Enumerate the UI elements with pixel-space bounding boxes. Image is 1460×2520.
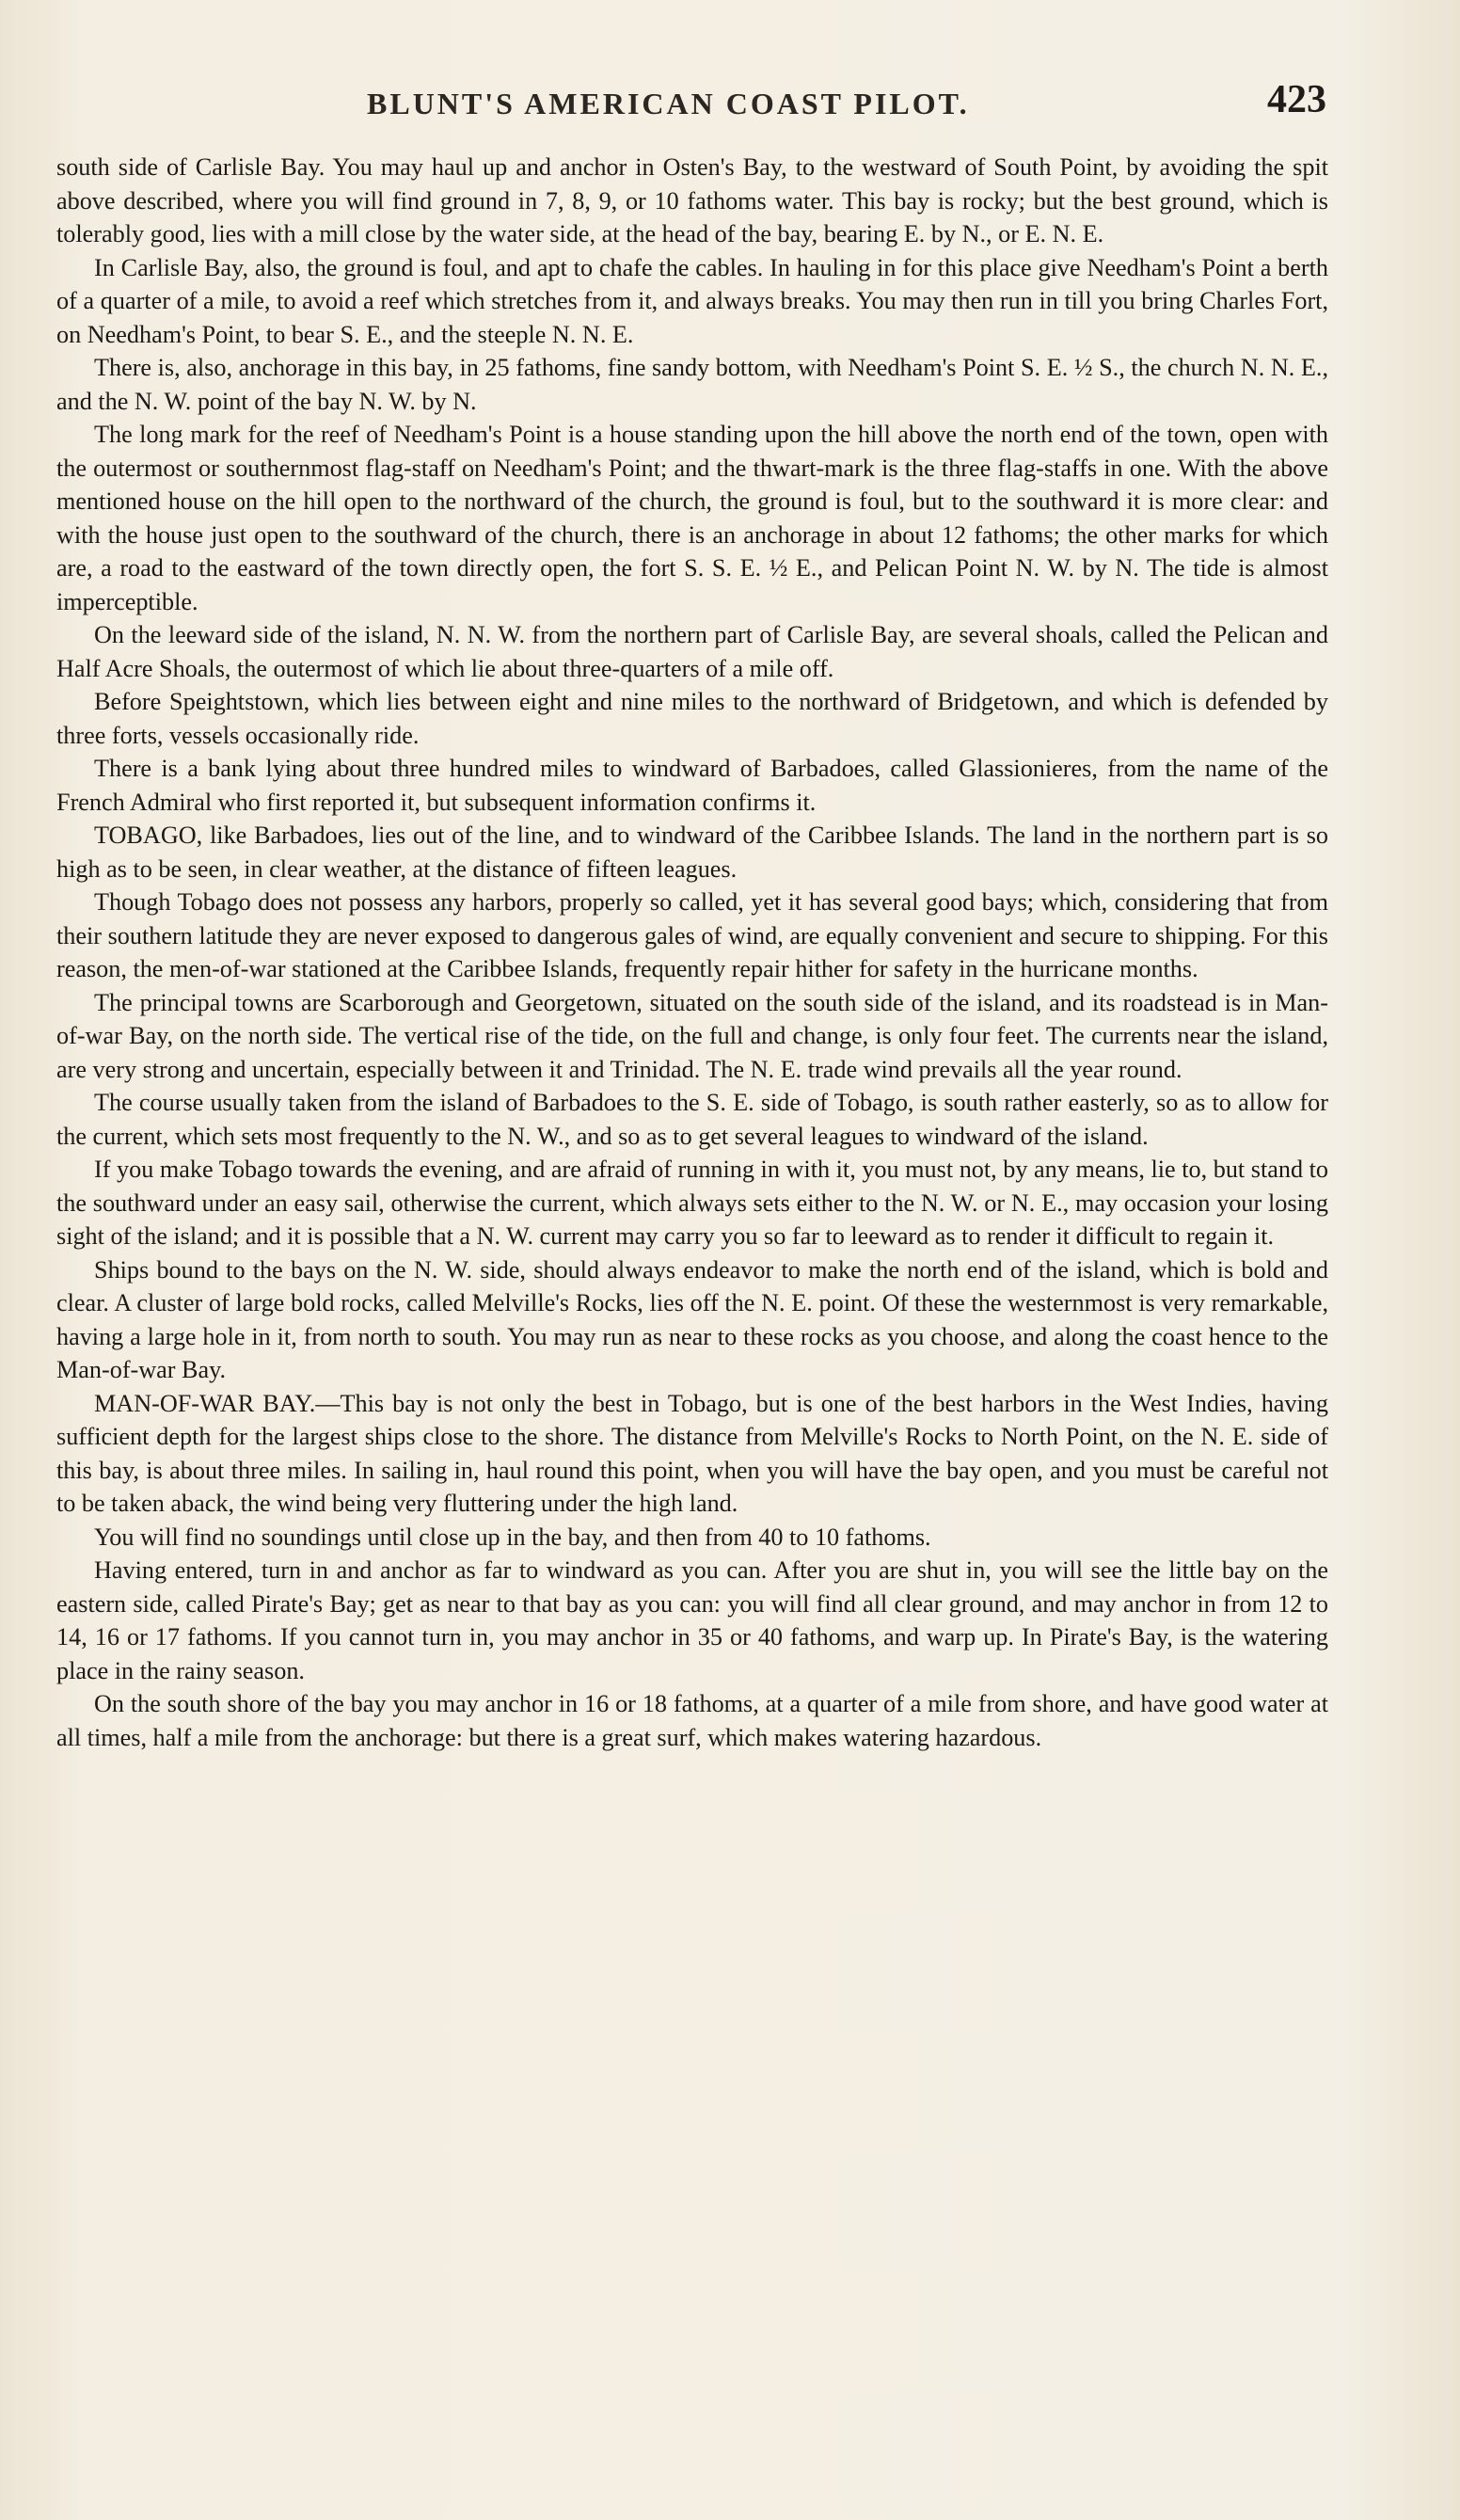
paragraph: You will find no soundings until close up in the bay, and then from 40 to 10 fathoms.: [94, 1523, 931, 1551]
paragraph: Having entered, turn in and anchor as far to windward as you can. After you are shut in, you will see the little bay on the eastern side, called Pirate's Bay; get as near to that bay as you can: you will find all clear ground, and may anchor in from 12 to 14, 16 or 17 fathoms. If you cannot turn in, you may anchor in 35 or 40 fathoms, and warp up. In Pirate's Bay, is the watering place in the rainy season.: [56, 1556, 1328, 1684]
paragraph: In Carlisle Bay, also, the ground is foul, and apt to chafe the cables. In hauling in for this place give Needham's Point a berth of a quarter of a mile, to avoid a reef which stretches from it, and always breaks. You may then run in till you bring Charles Fort, on Needham's Point, to bear S. E., and the steeple N. N. E.: [56, 253, 1328, 348]
paragraph: south side of Carlisle Bay. You may haul up and anchor in Osten's Bay, to the westward of South Point, by avoiding the spit above described, where you will find ground in 7, 8, 9, or 10 fathoms water. This bay is rocky; but the best ground, which is tolerably good, lies with a mill close by the water side, at the head of the bay, bearing E. by N., or E. N. E.: [56, 153, 1328, 247]
paragraph: The course usually taken from the island of Barbadoes to the S. E. side of Tobago, is south rather easterly, so as to allow for the current, which sets most frequently to the N. W., and so as to get several leagues to windward of the island.: [56, 1089, 1328, 1150]
paragraph: Before Speightstown, which lies between eight and nine miles to the northward of Bridgetown, and which is defended by three forts, vessels occasionally ride.: [56, 688, 1328, 749]
page-header: [56, 77, 1326, 126]
running-head: BLUNT'S AMERICAN COAST PILOT.: [367, 87, 970, 120]
paragraph: If you make Tobago towards the evening, and are afraid of running in with it, you must not, by any means, lie to, but stand to the southward under an easy sail, otherwise the current, which always sets either to the N. W. or N. E., may occasion your losing sight of the island; and it is possible that a N. W. current may carry you so far to leeward as to render it difficult to regain it.: [56, 1156, 1328, 1250]
paragraph: There is a bank lying about three hundred miles to windward of Barbadoes, called Glassionieres, from the name of the French Admiral who first reported it, but subsequent information confirms it.: [56, 755, 1328, 816]
paragraph: The long mark for the reef of Needham's Point is a house standing upon the hill above the north end of the town, open with the outermost or southernmost flag-staff on Needham's Point; and the thwart-mark is the three flag-staffs in one. With the above mentioned house on the hill open to the northward of the church, the ground is foul, but to the southward it is more clear: and with the house just open to the southward of the church, there is an anchorage in about 12 fathoms; the other marks for which are, a road to the eastward of the town directly open, the fort S. S. E. ½ E., and Pelican Point N. W. by N. The tide is almost imperceptible.: [56, 421, 1328, 615]
paragraph: Ships bound to the bays on the N. W. side, should always endeavor to make the north end of the island, which is bold and clear. A cluster of large bold rocks, called Melville's Rocks, lies off the N. E. point. Of these the westernmost is very remarkable, having a large hole in it, from north to south. You may run as near to these rocks as you choose, and along the coast hence to the Man-of-war Bay.: [56, 1255, 1328, 1383]
paragraph: The principal towns are Scarborough and Georgetown, situated on the south side of the island, and its roadstead is in Man-of-war Bay, on the north side. The vertical rise of the tide, on the full and change, is only four feet. The currents near the island, are very strong and uncertain, especially between it and Trinidad. The N. E. trade wind prevails all the year round.: [56, 988, 1328, 1083]
paragraph: TOBAGO, like Barbadoes, lies out of the line, and to windward of the Caribbee Islands. The land in the northern part is so high as to be seen, in clear weather, at the distance of fifteen leagues.: [56, 821, 1328, 883]
paragraph: There is, also, anchorage in this bay, in 25 fathoms, fine sandy bottom, with Needham's Point S. E. ½ S., the church N. N. E., and the N. W. point of the bay N. W. by N.: [56, 354, 1328, 415]
paragraph: Though Tobago does not possess any harbors, properly so called, yet it has several good bays; which, considering that from their southern latitude they are never exposed to dangerous gales of wind, are equally convenient and secure to shipping. For this reason, the men-of-war stationed at the Caribbee Islands, frequently repair hither for safety in the hurricane months.: [56, 888, 1328, 982]
body-text: [56, 151, 1328, 1754]
paragraph: On the leeward side of the island, N. N. W. from the northern part of Carlisle Bay, are several shoals, called the Pelican and Half Acre Shoals, the outermost of which lie about three-quarters of a mile off.: [56, 621, 1328, 682]
paragraph: MAN-OF-WAR BAY.—This bay is not only the best in Tobago, but is one of the best harbors in the West Indies, having sufficient depth for the largest ships close to the shore. The distance from Melville's Rocks to North Point, on the N. E. side of this bay, is about three miles. In sailing in, haul round this point, when you will have the bay open, and you must be careful not to be taken aback, the wind being very fluttering under the high land.: [56, 1389, 1328, 1517]
page-number: 423: [1267, 78, 1326, 121]
paragraph: On the south shore of the bay you may anchor in 16 or 18 fathoms, at a quarter of a mile from shore, and have good water at all times, half a mile from the anchorage: but there is a great surf, which makes watering hazardous.: [56, 1690, 1328, 1751]
